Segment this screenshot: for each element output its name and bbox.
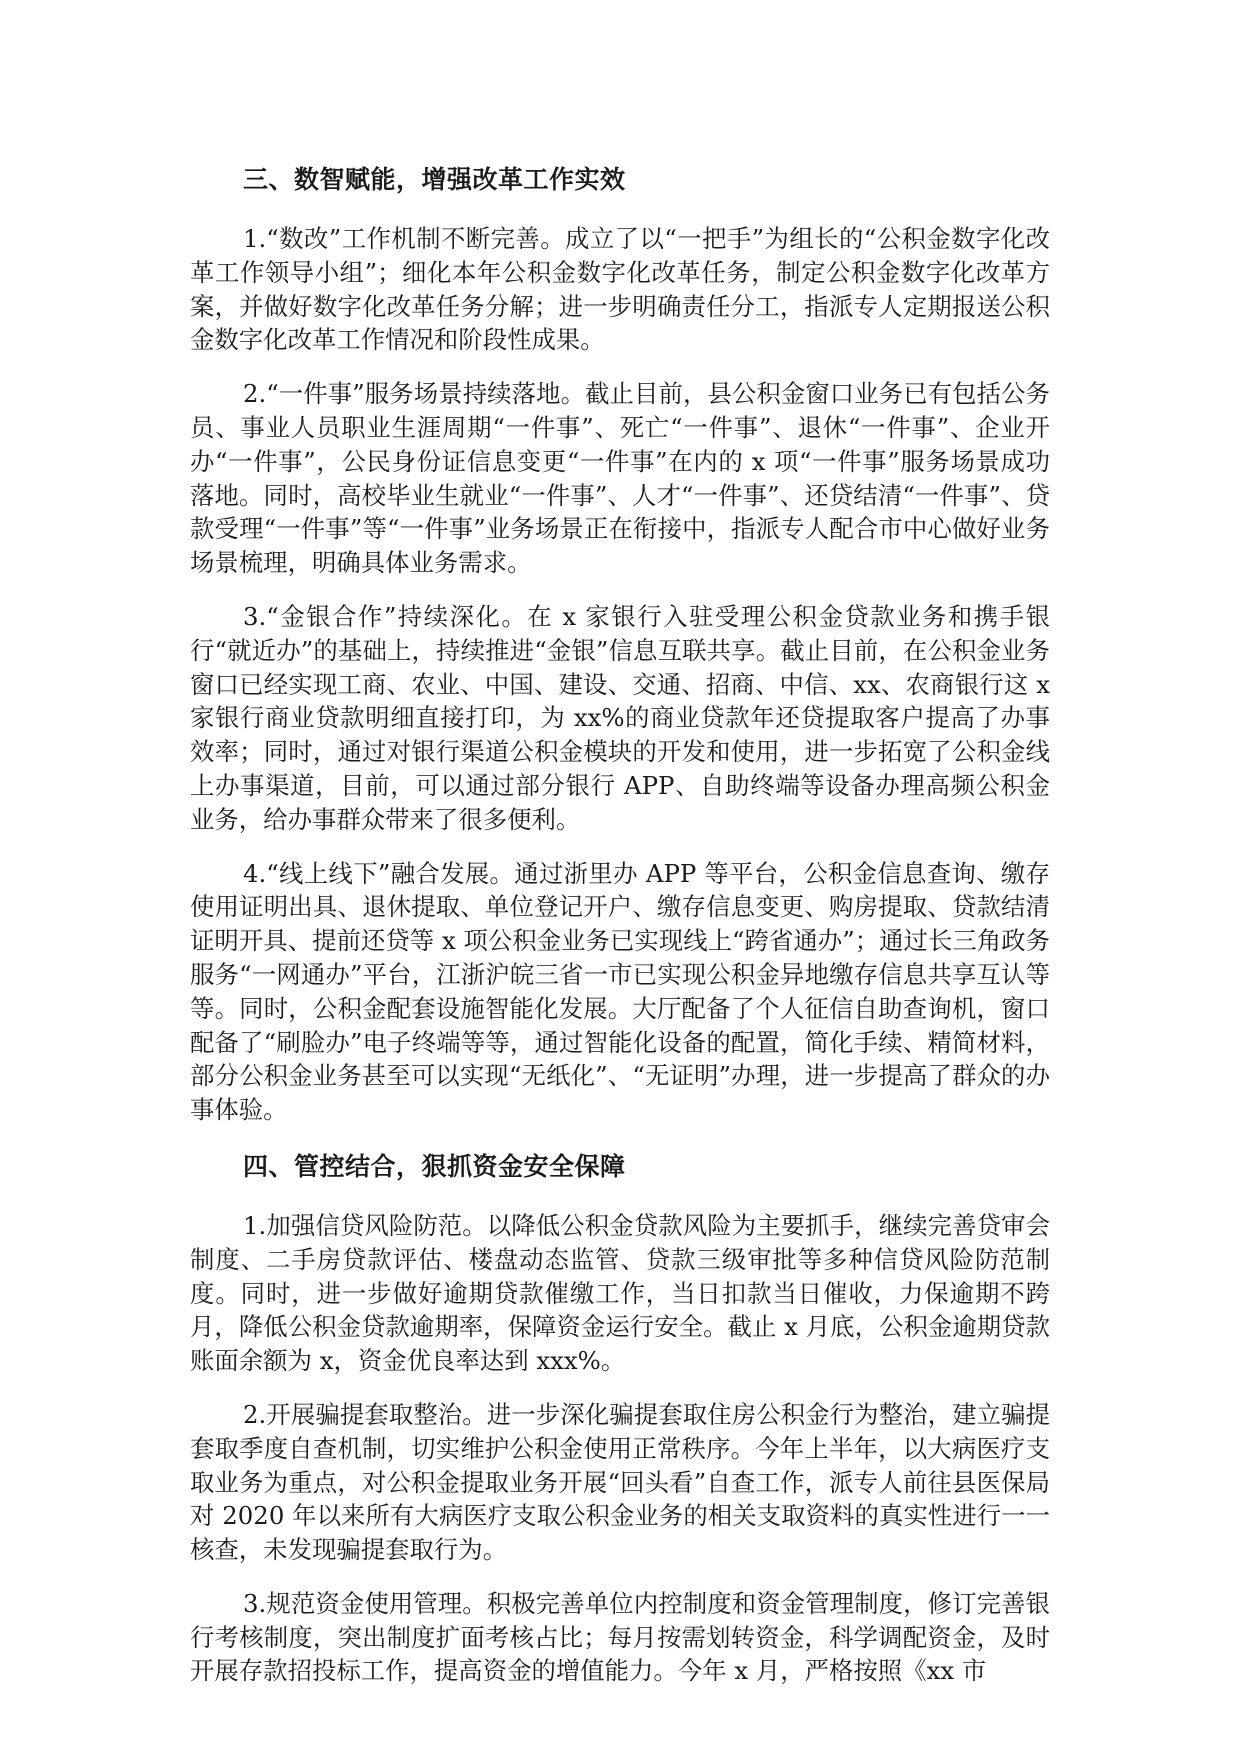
document-body [190,160,1050,1708]
paragraph: 4.“线上线下”融合发展。通过浙里办 APP 等平台，公积金信息查询、缴存使用证明出具、退休提取、单位登记开户、缴存信息变更、购房提取、贷款结清证明开具、提前还贷等 x 项公积金业务已实现线上“跨省通办”；通过长三角政务服务“一网通办”平台，江浙沪皖三省一市已实现公积金异地缴存信息共享互认等等。同时，公积金配套设施智能化发展。大厅配备了个人征信自助查询机，窗口配备了“刷脸办”电子终端等等，通过智能化设备的配置，简化手续、精简材料，部分公积金业务甚至可以实现“无纸化”、“无证明”办理，进一步提高了群众的办事体验。 [190,858,1050,1125]
section-heading: 三、数智赋能，增强改革工作实效 [243,165,626,194]
paragraph: 3.规范资金使用管理。积极完善单位内控制度和资金管理制度，修订完善银行考核制度，突出制度扩面考核占比；每月按需划转资金，科学调配资金，及时开展存款招投标工作，提高资金的增值能力。今年 x 月，严格按照《xx 市 [190,1588,1050,1686]
paragraph: 1.加强信贷风险防范。以降低公积金贷款风险为主要抓手，继续完善贷审会制度、二手房贷款评估、楼盘动态监管、贷款三级审批等多种信贷风险防范制度。同时，进一步做好逾期贷款催缴工作，当日扣款当日催收，力保逾期不跨月，降低公积金贷款逾期率，保障资金运行安全。截止 x 月底，公积金逾期贷款账面余额为 x，资金优良率达到 xxx%。 [190,1210,1050,1376]
paragraph: 2.“一件事”服务场景持续落地。截止目前，县公积金窗口业务已有包括公务员、事业人员职业生涯周期“一件事”、死亡“一件事”、退休“一件事”、企业开办“一件事”，公民身份证信息变更“一件事”在内的 x 项“一件事”服务场景成功落地。同时，高校毕业生就业“一件事”、人才“一件事”、还贷结清“一件事”、贷款受理“一件事”等“一件事”业务场景正在衔接中，指派专人配合市中心做好业务场景梳理，明确具体业务需求。 [190,379,1050,578]
paragraph: 1.“数改”工作机制不断完善。成立了以“一把手”为组长的“公积金数字化改革工作领导小组”；细化本年公积金数字化改革任务，制定公积金数字化改革方案，并做好数字化改革任务分解；进一步明确责任分工，指派专人定期报送公积金数字化改革工作情况和阶段性成果。 [190,224,1050,355]
paragraph: 2.开展骗提套取整治。进一步深化骗提套取住房公积金行为整治，建立骗提套取季度自查机制，切实维护公积金使用正常秩序。今年上半年，以大病医疗支取业务为重点，对公积金提取业务开展“回头看”自查工作，派专人前往县医保局对 2020 年以来所有大病医疗支取公积金业务的相关支取资料的真实性进行一一核查，未发现骗提套取行为。 [190,1399,1050,1565]
section-heading: 四、管控结合，狠抓资金安全保障 [243,1151,626,1181]
paragraph: 3.“金银合作”持续深化。在 x 家银行入驻受理公积金贷款业务和携手银行“就近办”的基础上，持续推进“金银”信息互联共享。截止目前，在公积金业务窗口已经实现工商、农业、中国、建设、交通、招商、中信、xx、农商银行这 x 家银行商业贷款明细直接打印，为 xx%的商业贷款年还贷提取客户提高了办事效率；同时，通过对银行渠道公积金模块的开发和使用，进一步拓宽了公积金线上办事渠道，目前，可以通过部分银行 APP、自助终端等设备办理高频公积金业务，给办事群众带来了很多便利。 [190,601,1050,834]
